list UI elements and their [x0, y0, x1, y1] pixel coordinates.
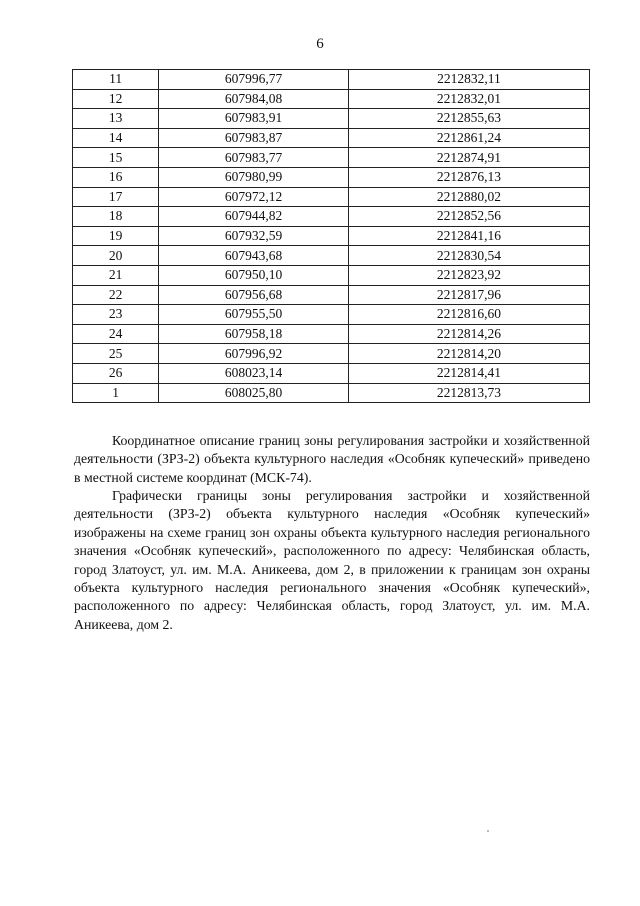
y-coordinate-cell: 2212816,60	[348, 305, 589, 325]
table-row	[73, 383, 590, 403]
y-coordinate-cell: 2212832,01	[348, 89, 589, 109]
point-number-cell: 18	[73, 207, 159, 227]
table-row	[73, 363, 590, 383]
table-row	[73, 324, 590, 344]
point-number-cell: 23	[73, 305, 159, 325]
y-coordinate-cell: 2212814,20	[348, 344, 589, 364]
table-row	[73, 246, 590, 266]
x-coordinate-cell: 607983,77	[159, 148, 349, 168]
x-coordinate-cell: 607983,87	[159, 128, 349, 148]
table-row	[73, 148, 590, 168]
point-number-cell: 17	[73, 187, 159, 207]
x-coordinate-cell: 607972,12	[159, 187, 349, 207]
x-coordinate-cell: 608025,80	[159, 383, 349, 403]
table-row	[73, 207, 590, 227]
table-row	[73, 167, 590, 187]
page-number: 6	[316, 36, 324, 52]
y-coordinate-cell: 2212880,02	[348, 187, 589, 207]
y-coordinate-cell: 2212832,11	[348, 70, 589, 90]
table-row	[73, 109, 590, 129]
coordinate-description-paragraph	[74, 432, 590, 487]
x-coordinate-cell: 607950,10	[159, 265, 349, 285]
x-coordinate-cell: 608023,14	[159, 363, 349, 383]
table-row	[73, 128, 590, 148]
x-coordinate-cell: 607932,59	[159, 226, 349, 246]
x-coordinate-cell: 607984,08	[159, 89, 349, 109]
y-coordinate-cell: 2212814,41	[348, 363, 589, 383]
table-row	[73, 89, 590, 109]
point-number-cell: 15	[73, 148, 159, 168]
y-coordinate-cell: 2212830,54	[348, 246, 589, 266]
table-row	[73, 70, 590, 90]
table-row	[73, 305, 590, 325]
table-row	[73, 265, 590, 285]
point-number-cell: 16	[73, 167, 159, 187]
y-coordinate-cell: 2212876,13	[348, 167, 589, 187]
paragraph-text: Координатное описание границ зоны регулирования застройки и хозяйственной деятельности (ЗРЗ-2) объекта культурного наследия «Особняк купеческий» приведено в местной системе координат (МСК-74).	[74, 433, 590, 485]
scan-artifact	[487, 830, 489, 832]
x-coordinate-cell: 607980,99	[159, 167, 349, 187]
x-coordinate-cell: 607958,18	[159, 324, 349, 344]
point-number-cell: 22	[73, 285, 159, 305]
x-coordinate-cell: 607983,91	[159, 109, 349, 129]
point-number-cell: 14	[73, 128, 159, 148]
y-coordinate-cell: 2212823,92	[348, 265, 589, 285]
point-number-cell: 20	[73, 246, 159, 266]
point-number-cell: 12	[73, 89, 159, 109]
coordinates-table-body	[73, 70, 590, 403]
x-coordinate-cell: 607996,92	[159, 344, 349, 364]
y-coordinate-cell: 2212841,16	[348, 226, 589, 246]
point-number-cell: 1	[73, 383, 159, 403]
y-coordinate-cell: 2212852,56	[348, 207, 589, 227]
point-number-cell: 13	[73, 109, 159, 129]
point-number-cell: 25	[73, 344, 159, 364]
x-coordinate-cell: 607955,50	[159, 305, 349, 325]
table-row	[73, 344, 590, 364]
point-number-cell: 21	[73, 265, 159, 285]
x-coordinate-cell: 607944,82	[159, 207, 349, 227]
y-coordinate-cell: 2212874,91	[348, 148, 589, 168]
x-coordinate-cell: 607956,68	[159, 285, 349, 305]
y-coordinate-cell: 2212813,73	[348, 383, 589, 403]
paragraph-text: Графически границы зоны регулирования застройки и хозяйственной деятельности (ЗРЗ-2) объекта культурного наследия «Особняк купеческий» изображены на схеме границ зон охраны объекта культурного наследия регионального значения «Особняк купеческий», расположенного по адресу: Челябинская область, город Златоуст, ул. им. М.А. Аникеева, дом 2, в приложении к границам зон охраны объекта культурного наследия регионального значения «Особняк купеческий», расположенного по адресу: Челябинская область, город Златоуст, ул. им. М.А. Аникеева, дом 2.	[74, 488, 590, 632]
graphic-boundaries-paragraph	[74, 487, 590, 634]
coordinates-table	[72, 69, 590, 403]
point-number-cell: 11	[73, 70, 159, 90]
y-coordinate-cell: 2212861,24	[348, 128, 589, 148]
table-row	[73, 285, 590, 305]
y-coordinate-cell: 2212817,96	[348, 285, 589, 305]
point-number-cell: 26	[73, 363, 159, 383]
y-coordinate-cell: 2212855,63	[348, 109, 589, 129]
x-coordinate-cell: 607996,77	[159, 70, 349, 90]
x-coordinate-cell: 607943,68	[159, 246, 349, 266]
table-row	[73, 226, 590, 246]
table-row	[73, 187, 590, 207]
point-number-cell: 24	[73, 324, 159, 344]
point-number-cell: 19	[73, 226, 159, 246]
y-coordinate-cell: 2212814,26	[348, 324, 589, 344]
